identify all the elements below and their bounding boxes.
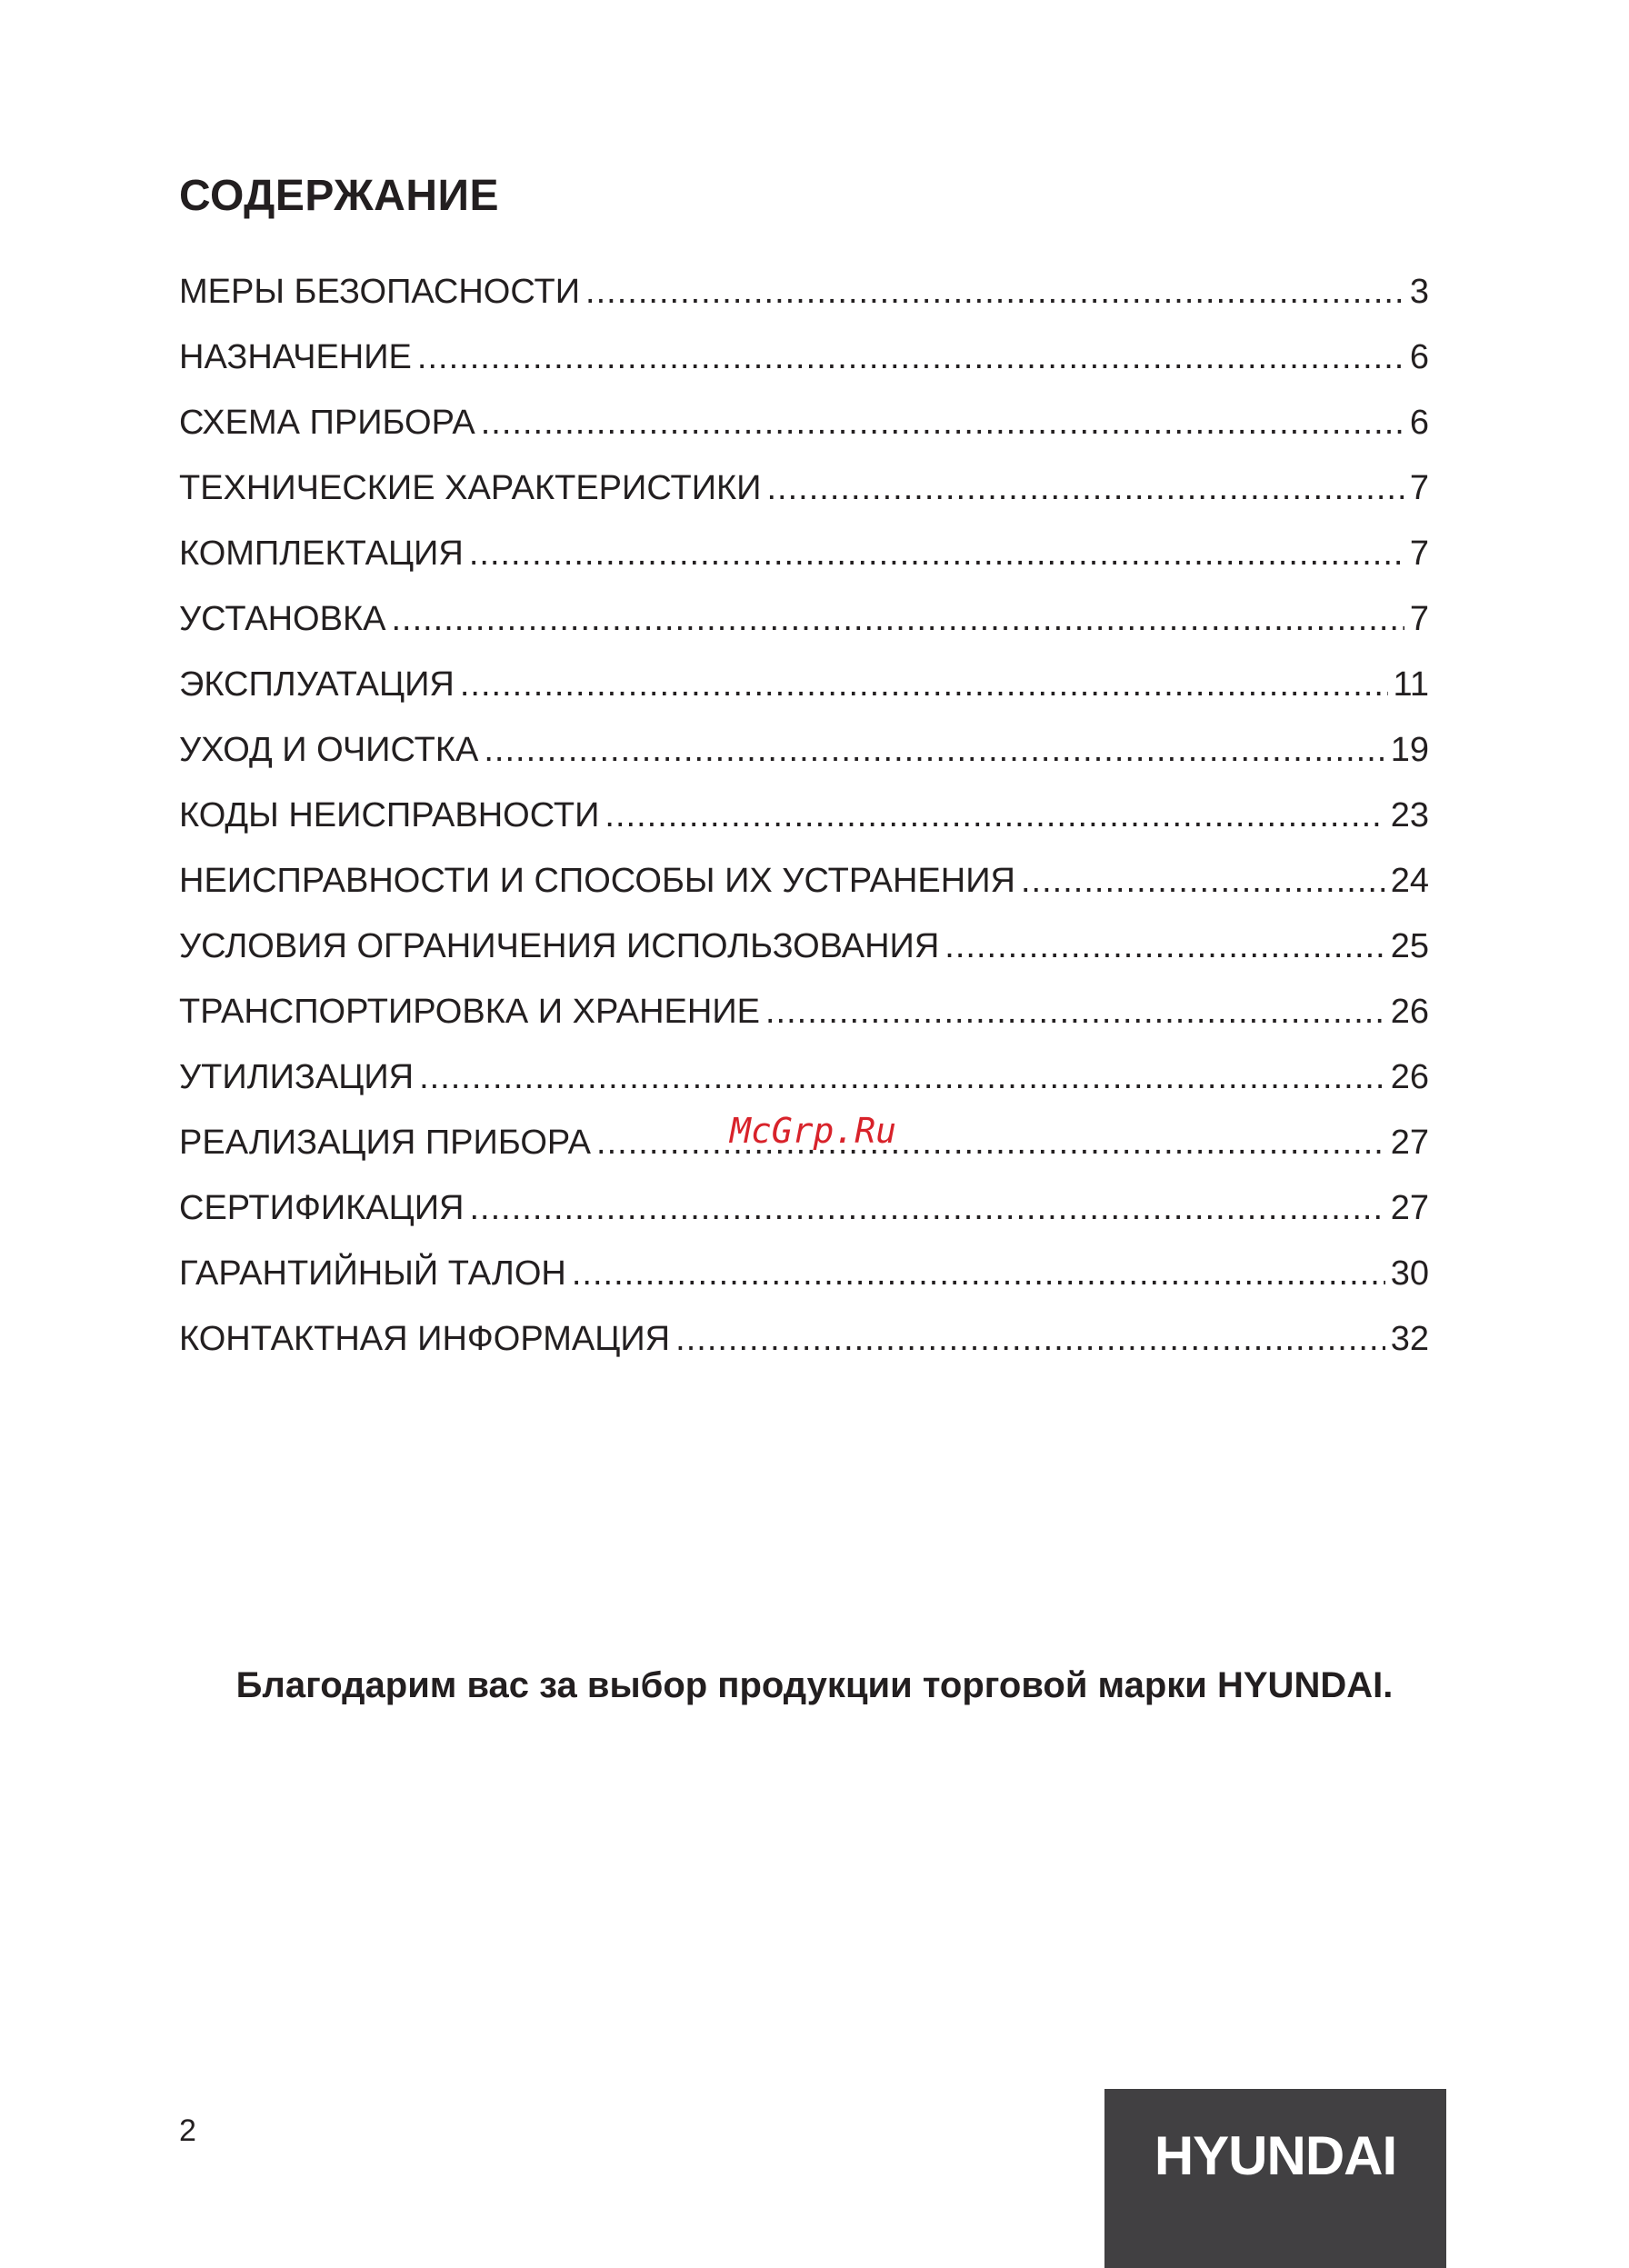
toc-entry-page: 32 (1390, 1320, 1429, 1358)
toc-entry[interactable] (179, 273, 1429, 338)
toc-entry-page: 30 (1390, 1254, 1429, 1293)
toc-entry[interactable] (179, 665, 1429, 731)
brand-logo (1104, 2089, 1446, 2268)
toc-entry-label: ЭКСПЛУАТАЦИЯ (179, 665, 455, 704)
toc-entry-label: УТИЛИЗАЦИЯ (179, 1058, 415, 1096)
table-of-contents (179, 273, 1429, 1385)
toc-entry[interactable] (179, 469, 1429, 535)
watermark-text: McGrp.Ru (730, 1111, 897, 1151)
toc-entry-label: НЕИСПРАВНОСТИ И СПОСОБЫ ИХ УСТРАНЕНИЯ (179, 862, 1015, 900)
toc-leader-dots (944, 927, 1384, 966)
toc-entry-label: КОНТАКТНАЯ ИНФОРМАЦИЯ (179, 1320, 671, 1358)
toc-leader-dots (572, 1254, 1385, 1294)
toc-leader-dots (460, 665, 1388, 704)
toc-entry-page: 7 (1409, 535, 1429, 573)
toc-entry-page: 11 (1393, 665, 1429, 704)
page-number: 2 (179, 2113, 196, 2148)
toc-leader-dots (417, 338, 1404, 377)
toc-leader-dots (605, 796, 1384, 835)
toc-entry-label: КОМПЛЕКТАЦИЯ (179, 535, 464, 573)
toc-entry[interactable] (179, 927, 1429, 993)
toc-leader-dots (470, 1189, 1385, 1228)
toc-entry-label: ТРАНСПОРТИРОВКА И ХРАНЕНИЕ (179, 993, 760, 1031)
toc-leader-dots (766, 469, 1404, 508)
toc-entry[interactable] (179, 535, 1429, 600)
toc-entry[interactable] (179, 338, 1429, 404)
toc-leader-dots (484, 731, 1384, 770)
toc-leader-dots (469, 535, 1404, 574)
toc-entry-label: УСЛОВИЯ ОГРАНИЧЕНИЯ ИСПОЛЬЗОВАНИЯ (179, 927, 940, 965)
toc-entry-page: 26 (1390, 1058, 1429, 1096)
toc-entry-label: СХЕМА ПРИБОРА (179, 404, 475, 442)
toc-entry-page: 27 (1390, 1124, 1429, 1162)
toc-entry-label: ГАРАНТИЙНЫЙ ТАЛОН (179, 1254, 566, 1293)
toc-leader-dots (596, 1124, 1385, 1163)
toc-leader-dots (481, 404, 1404, 443)
thank-you-message: Благодарим вас за выбор продукции торговой марки HYUNDAI. (235, 1665, 1394, 1705)
toc-entry-page: 25 (1390, 927, 1429, 965)
page-title: СОДЕРЖАНИЕ (179, 172, 499, 220)
toc-leader-dots (391, 600, 1404, 639)
toc-entry[interactable] (179, 862, 1429, 927)
toc-entry[interactable] (179, 993, 1429, 1058)
toc-leader-dots (585, 273, 1404, 312)
toc-entry-label: СЕРТИФИКАЦИЯ (179, 1189, 465, 1227)
toc-entry[interactable] (179, 1189, 1429, 1254)
brand-logo-text: HYUNDAI (1154, 2125, 1397, 2186)
toc-entry-page: 23 (1390, 796, 1429, 834)
toc-entry[interactable] (179, 600, 1429, 665)
toc-entry-page: 26 (1390, 993, 1429, 1031)
toc-entry[interactable] (179, 731, 1429, 796)
toc-entry-page: 27 (1390, 1189, 1429, 1227)
toc-entry-label: УСТАНОВКА (179, 600, 386, 638)
toc-entry-label: МЕРЫ БЕЗОПАСНОСТИ (179, 273, 581, 311)
toc-leader-dots (419, 1058, 1385, 1097)
toc-entry-page: 19 (1390, 731, 1429, 769)
toc-entry-label: НАЗНАЧЕНИЕ (179, 338, 412, 376)
toc-entry-label: РЕАЛИЗАЦИЯ ПРИБОРА (179, 1124, 592, 1162)
toc-entry-label: УХОД И ОЧИСТКА (179, 731, 479, 769)
toc-entry-page: 7 (1409, 469, 1429, 507)
toc-entry[interactable] (179, 796, 1429, 862)
toc-leader-dots (1021, 862, 1385, 901)
toc-entry-label: ТЕХНИЧЕСКИЕ ХАРАКТЕРИСТИКИ (179, 469, 762, 507)
toc-entry[interactable] (179, 404, 1429, 469)
toc-entry-page: 6 (1409, 404, 1429, 442)
toc-entry-page: 6 (1409, 338, 1429, 376)
toc-entry-page: 3 (1409, 273, 1429, 311)
toc-leader-dots (765, 993, 1385, 1032)
toc-entry-label: КОДЫ НЕИСПРАВНОСТИ (179, 796, 600, 834)
toc-entry[interactable] (179, 1254, 1429, 1320)
toc-entry-page: 24 (1390, 862, 1429, 900)
toc-leader-dots (675, 1320, 1385, 1359)
toc-entry[interactable] (179, 1320, 1429, 1385)
toc-entry-page: 7 (1409, 600, 1429, 638)
